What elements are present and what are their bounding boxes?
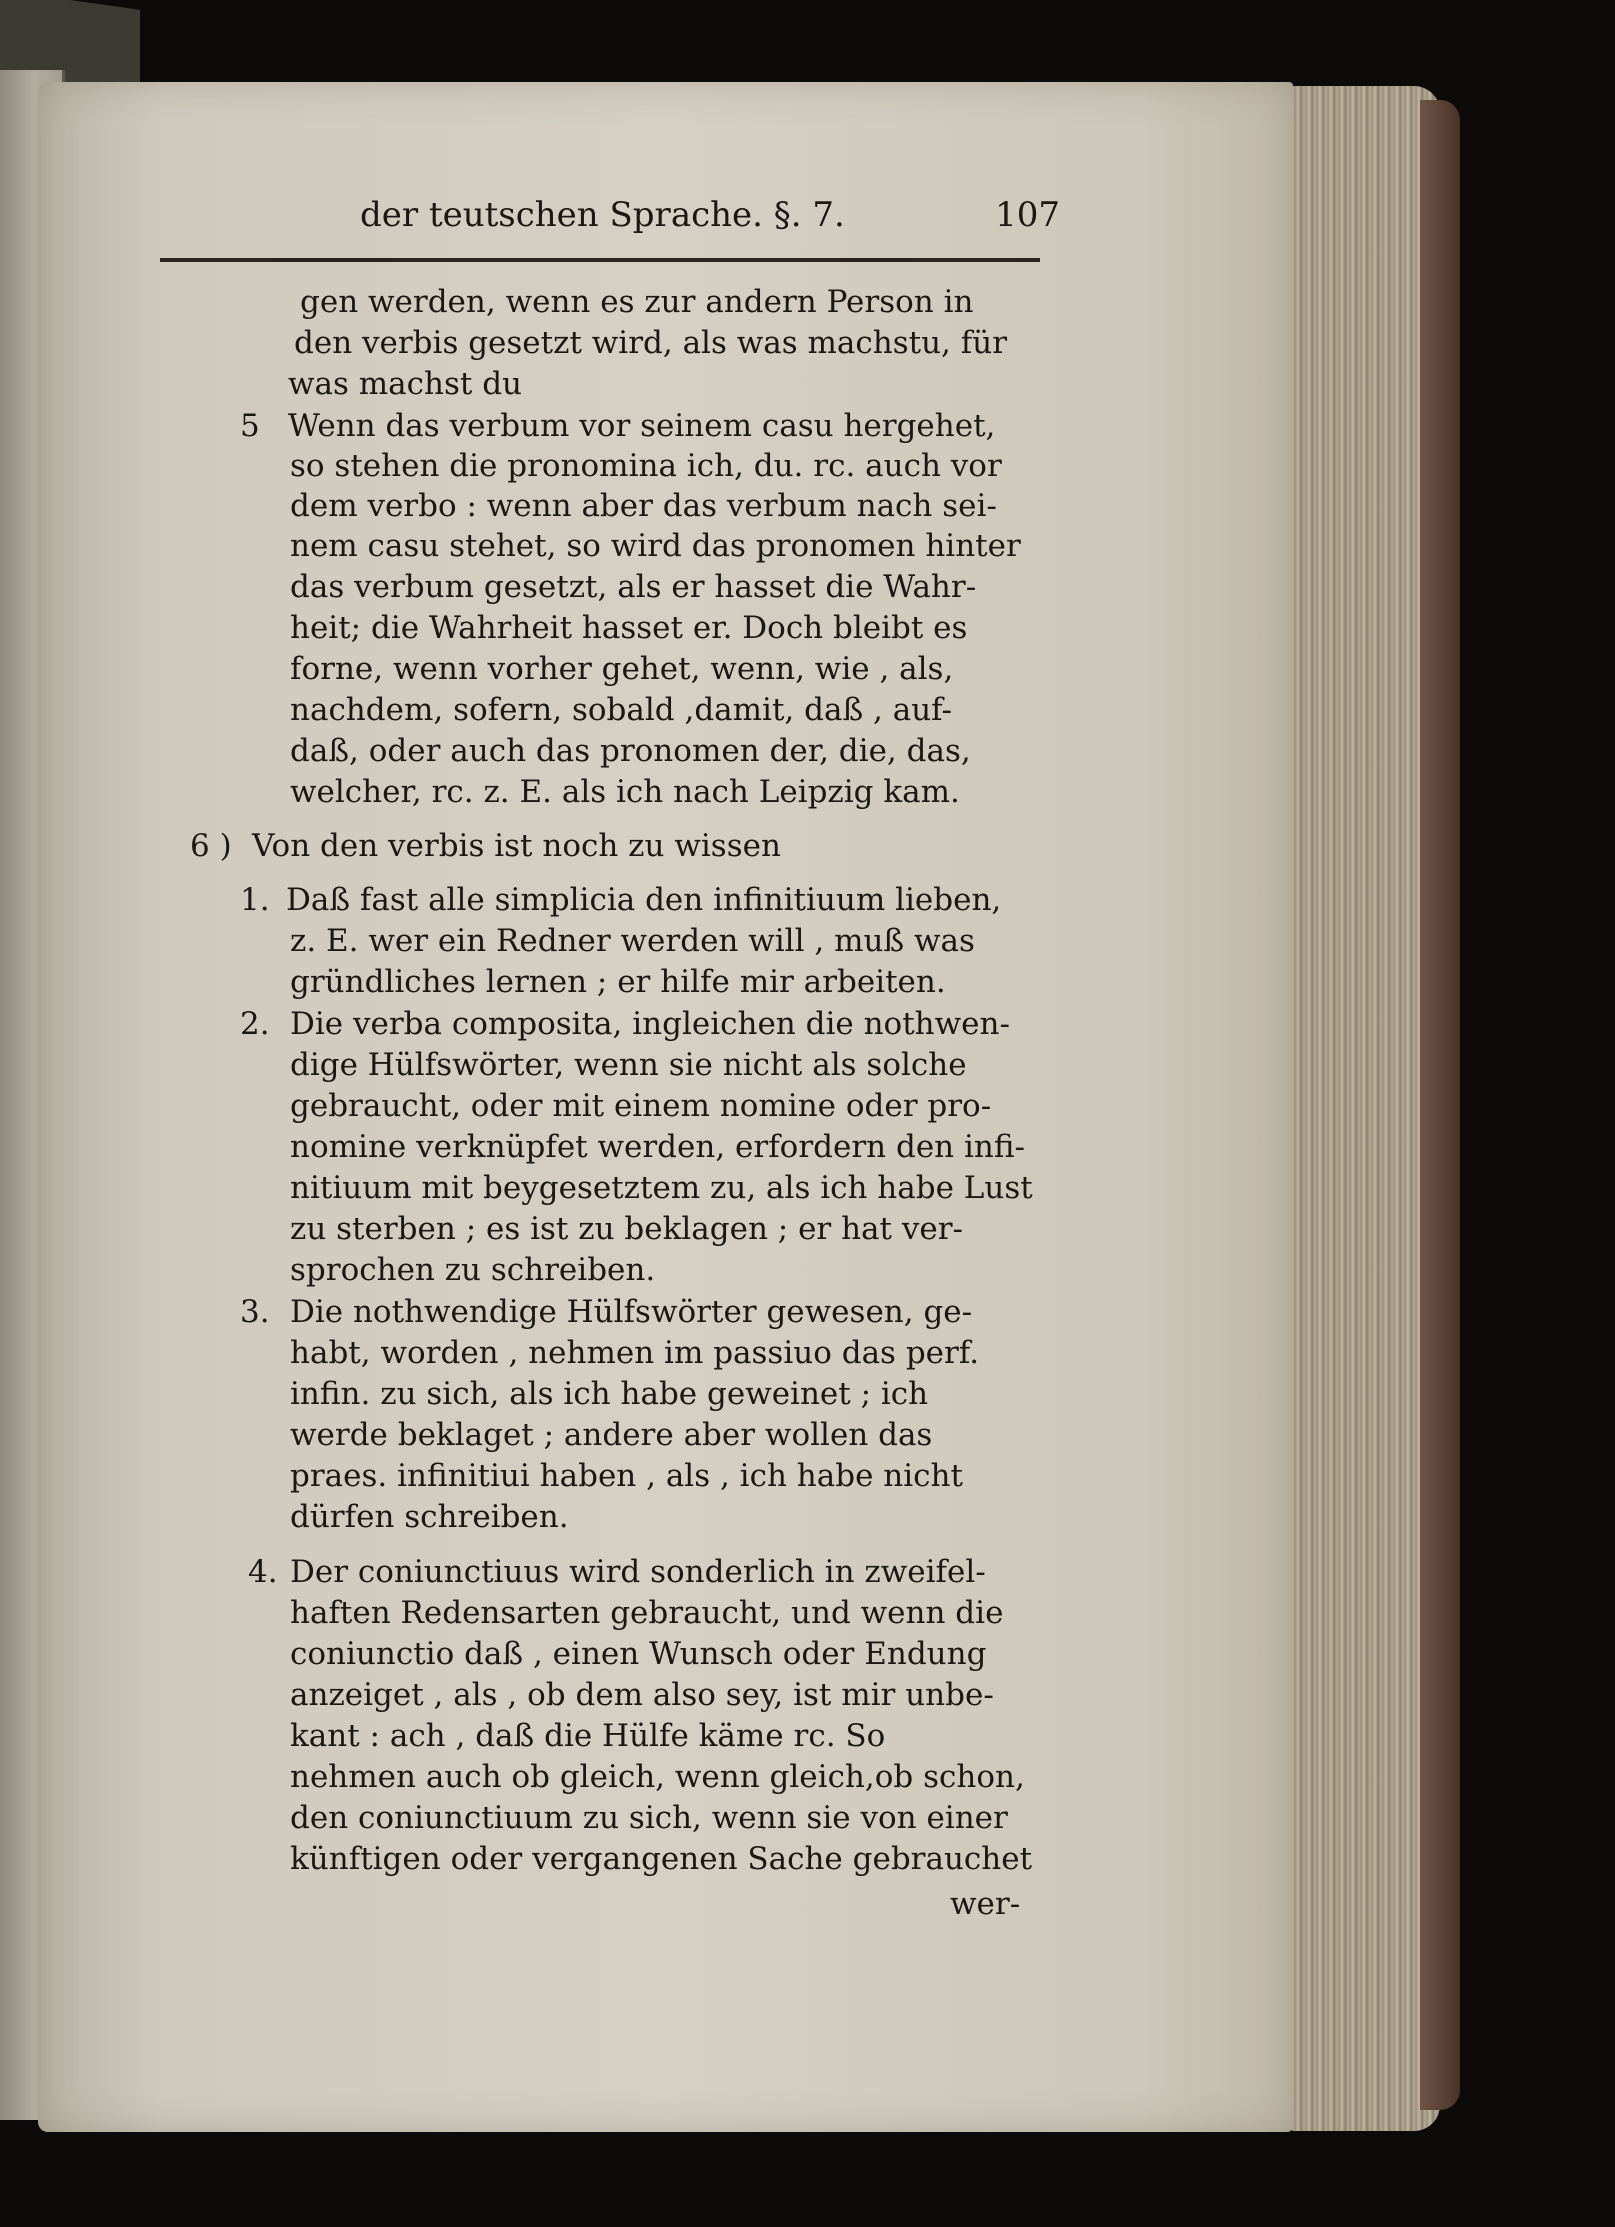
running-head-title: der teutschen Sprache. §. 7. (360, 195, 845, 235)
item-marker-5: 5 (240, 408, 260, 444)
text-line: forne, wenn vorher gehet, wenn, wie , als, (290, 651, 954, 687)
book-fore-edge (1290, 86, 1440, 2131)
text-line: Von den verbis ist noch zu wissen (252, 828, 781, 864)
text-line: Daß fast alle simplicia den infinitiuum lieben, (286, 882, 1002, 918)
item-marker-6: 6 ) (190, 828, 232, 864)
text-line: nachdem, sofern, sobald ,damit, daß , auf- (290, 692, 953, 728)
page-number: 107 (995, 195, 1060, 235)
text-line: nomine verknüpfet werden, erfordern den infi- (290, 1129, 1026, 1165)
text-line: dige Hülfswörter, wenn sie nicht als solche (290, 1047, 967, 1083)
text-line: Die nothwendige Hülfswörter gewesen, ge- (290, 1294, 973, 1330)
text-line: gründliches lernen ; er hilfe mir arbeiten. (290, 964, 946, 1000)
text-line: z. E. wer ein Redner werden will , muß was (290, 923, 975, 959)
text-line: welcher, rc. z. E. als ich nach Leipzig kam. (290, 774, 960, 810)
text-line: künftigen oder vergangenen Sache gebrauchet (290, 1841, 1033, 1877)
text-line: dem verbo : wenn aber das verbum nach sei- (290, 488, 997, 524)
text-line: das verbum gesetzt, als er hasset die Wahr- (290, 569, 977, 605)
text-line: habt, worden , nehmen im passiuo das perf. (290, 1335, 980, 1371)
text-line: werde beklaget ; andere aber wollen das (290, 1417, 933, 1453)
text-line: sprochen zu schreiben. (290, 1252, 656, 1288)
text-line: coniunctio daß , einen Wunsch oder Endung (290, 1636, 987, 1672)
item-marker-4: 4. (248, 1554, 278, 1590)
book-cover-edge (1420, 100, 1460, 2110)
text-line: nitiuum mit beygesetztem zu, als ich habe Lust (290, 1170, 1033, 1206)
catchword: wer- (950, 1886, 1021, 1922)
text-line: nem casu stehet, so wird das pronomen hinter (290, 528, 1021, 564)
header-rule (160, 258, 1040, 262)
text-line: haften Redensarten gebraucht, und wenn die (290, 1595, 1004, 1631)
text-line: anzeiget , als , ob dem also sey, ist mir unbe- (290, 1677, 994, 1713)
text-line: so stehen die pronomina ich, du. rc. auch vor (290, 448, 1002, 484)
text-line: zu sterben ; es ist zu beklagen ; er hat ver- (290, 1211, 963, 1247)
item-marker-3: 3. (240, 1294, 270, 1330)
text-line: Wenn das verbum vor seinem casu hergehet, (288, 408, 996, 444)
text-line: heit; die Wahrheit hasset er. Doch bleibt es (290, 610, 968, 646)
text-line: daß, oder auch das pronomen der, die, das, (290, 733, 971, 769)
text-line: infin. zu sich, als ich habe geweinet ; ich (290, 1376, 929, 1412)
text-line: Die verba composita, ingleichen die nothwen- (290, 1006, 1010, 1042)
item-marker-2: 2. (240, 1006, 270, 1042)
running-head (360, 195, 1060, 235)
text-line: gen werden, wenn es zur andern Person in (300, 284, 974, 320)
text-line: kant : ach , daß die Hülfe käme rc. So (290, 1718, 886, 1754)
text-line: praes. infinitiui haben , als , ich habe nicht (290, 1458, 963, 1494)
text-line: dürfen schreiben. (290, 1499, 569, 1535)
text-line: den coniunctiuum zu sich, wenn sie von einer (290, 1800, 1008, 1836)
text-line: was machst du (288, 366, 523, 402)
item-marker-1: 1. (240, 882, 270, 918)
text-line: den verbis gesetzt wird, als was machstu, für (294, 325, 1008, 361)
text-line: nehmen auch ob gleich, wenn gleich,ob schon, (290, 1759, 1025, 1795)
text-line: gebraucht, oder mit einem nomine oder pro- (290, 1088, 992, 1124)
text-line: Der coniunctiuus wird sonderlich in zweifel- (290, 1554, 986, 1590)
